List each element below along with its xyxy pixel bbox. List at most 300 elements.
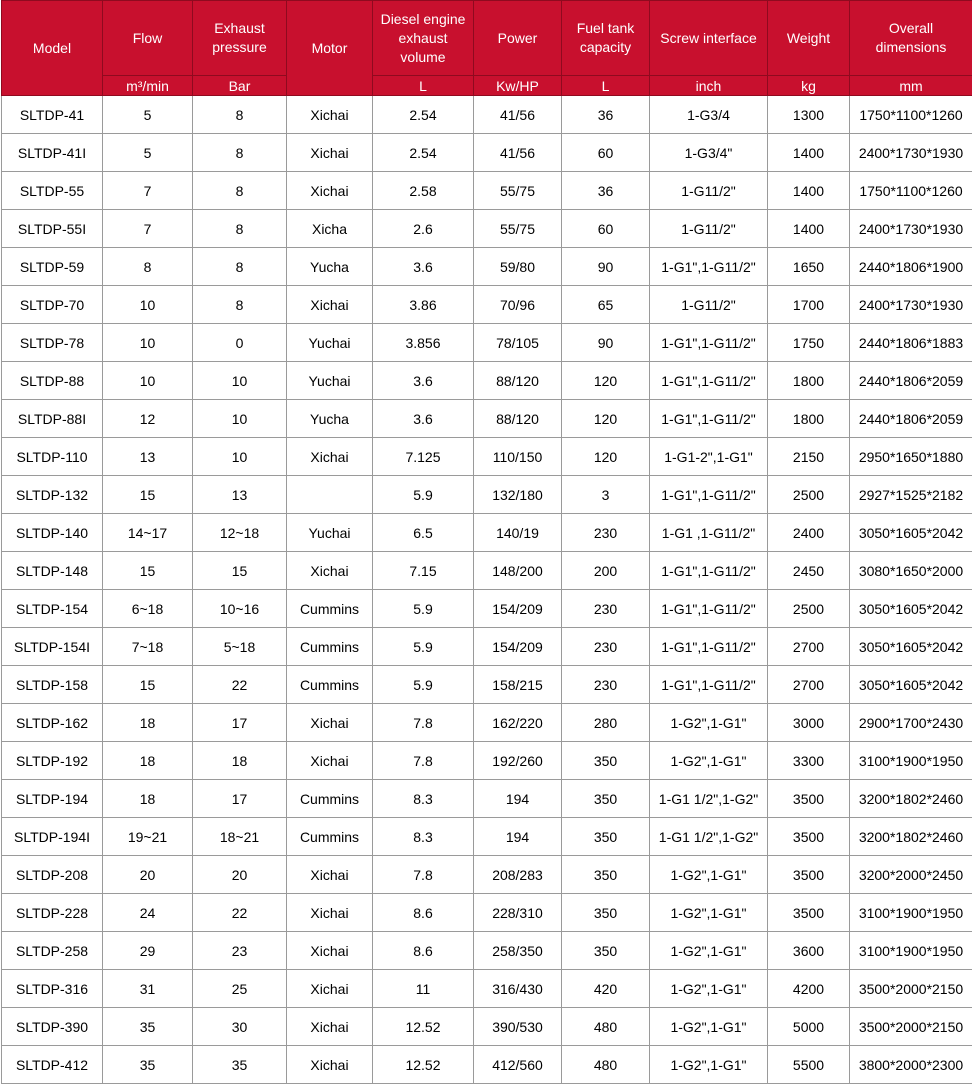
fuel-tank-cell: 230 <box>562 666 650 704</box>
motor-cell: Xichai <box>287 172 373 210</box>
screw-interface-cell: 1-G2",1-G1" <box>650 856 768 894</box>
dimensions-cell: 3050*1605*2042 <box>850 628 972 666</box>
diesel-volume-cell: 2.54 <box>373 134 474 172</box>
flow-cell: 13 <box>103 438 193 476</box>
exhaust-pressure-cell: 15 <box>193 552 287 590</box>
dimensions-cell: 3800*2000*2300 <box>850 1046 972 1084</box>
header-flow: Flow <box>103 1 193 76</box>
header-row <box>2 1 972 76</box>
screw-interface-cell: 1-G1-2",1-G1" <box>650 438 768 476</box>
screw-interface-cell: 1-G1 1/2",1-G2" <box>650 780 768 818</box>
fuel-tank-cell: 480 <box>562 1008 650 1046</box>
screw-interface-cell: 1-G2",1-G1" <box>650 1008 768 1046</box>
fuel-tank-cell: 3 <box>562 476 650 514</box>
flow-cell: 29 <box>103 932 193 970</box>
power-cell: 228/310 <box>474 894 562 932</box>
header-screw-interface: Screw interface <box>650 1 768 76</box>
model-cell: SLTDP-78 <box>2 324 103 362</box>
header-power: Power <box>474 1 562 76</box>
dimensions-cell: 2400*1730*1930 <box>850 286 972 324</box>
weight-cell: 4200 <box>768 970 850 1008</box>
table-row <box>2 742 972 780</box>
flow-cell: 6~18 <box>103 590 193 628</box>
dimensions-cell: 1750*1100*1260 <box>850 96 972 134</box>
screw-interface-cell: 1-G3/4" <box>650 134 768 172</box>
table-row <box>2 552 972 590</box>
model-cell: SLTDP-148 <box>2 552 103 590</box>
flow-cell: 18 <box>103 742 193 780</box>
dimensions-cell: 2400*1730*1930 <box>850 134 972 172</box>
dimensions-cell: 3200*2000*2450 <box>850 856 972 894</box>
exhaust-pressure-cell: 10~16 <box>193 590 287 628</box>
diesel-volume-cell: 3.856 <box>373 324 474 362</box>
screw-interface-cell: 1-G11/2" <box>650 210 768 248</box>
power-cell: 258/350 <box>474 932 562 970</box>
diesel-volume-cell: 2.58 <box>373 172 474 210</box>
exhaust-pressure-cell: 10 <box>193 438 287 476</box>
model-cell: SLTDP-55I <box>2 210 103 248</box>
unit-power: Kw/HP <box>474 76 562 96</box>
motor-cell: Cummins <box>287 666 373 704</box>
exhaust-pressure-cell: 23 <box>193 932 287 970</box>
power-cell: 154/209 <box>474 590 562 628</box>
dimensions-cell: 3200*1802*2460 <box>850 818 972 856</box>
fuel-tank-cell: 350 <box>562 894 650 932</box>
model-cell: SLTDP-194I <box>2 818 103 856</box>
diesel-volume-cell: 3.6 <box>373 400 474 438</box>
exhaust-pressure-cell: 8 <box>193 134 287 172</box>
header-fuel-tank: Fuel tank capacity <box>562 1 650 76</box>
flow-cell: 10 <box>103 362 193 400</box>
unit-flow: m³/min <box>103 76 193 96</box>
model-cell: SLTDP-41I <box>2 134 103 172</box>
motor-cell: Xichai <box>287 96 373 134</box>
exhaust-pressure-cell: 8 <box>193 286 287 324</box>
flow-cell: 7 <box>103 210 193 248</box>
diesel-volume-cell: 5.9 <box>373 666 474 704</box>
diesel-volume-cell: 8.3 <box>373 818 474 856</box>
weight-cell: 2700 <box>768 628 850 666</box>
weight-cell: 3500 <box>768 856 850 894</box>
model-cell: SLTDP-158 <box>2 666 103 704</box>
unit-row <box>2 76 972 96</box>
exhaust-pressure-cell: 17 <box>193 780 287 818</box>
weight-cell: 2500 <box>768 590 850 628</box>
exhaust-pressure-cell: 13 <box>193 476 287 514</box>
exhaust-pressure-cell: 8 <box>193 248 287 286</box>
weight-cell: 3300 <box>768 742 850 780</box>
exhaust-pressure-cell: 10 <box>193 362 287 400</box>
table-row <box>2 894 972 932</box>
exhaust-pressure-cell: 18 <box>193 742 287 780</box>
power-cell: 162/220 <box>474 704 562 742</box>
dimensions-cell: 2440*1806*1900 <box>850 248 972 286</box>
screw-interface-cell: 1-G2",1-G1" <box>650 932 768 970</box>
screw-interface-cell: 1-G1",1-G11/2" <box>650 400 768 438</box>
header-exhaust-pressure: Exhaust pressure <box>193 1 287 76</box>
power-cell: 194 <box>474 780 562 818</box>
motor-cell: Xicha <box>287 210 373 248</box>
exhaust-pressure-cell: 0 <box>193 324 287 362</box>
exhaust-pressure-cell: 5~18 <box>193 628 287 666</box>
screw-interface-cell: 1-G1",1-G11/2" <box>650 552 768 590</box>
power-cell: 194 <box>474 818 562 856</box>
header-diesel-volume: Diesel engine exhaust volume <box>373 1 474 76</box>
power-cell: 88/120 <box>474 400 562 438</box>
motor-cell: Xichai <box>287 1008 373 1046</box>
fuel-tank-cell: 120 <box>562 400 650 438</box>
weight-cell: 2500 <box>768 476 850 514</box>
screw-interface-cell: 1-G2",1-G1" <box>650 742 768 780</box>
power-cell: 158/215 <box>474 666 562 704</box>
screw-interface-cell: 1-G2",1-G1" <box>650 704 768 742</box>
motor-cell: Yucha <box>287 248 373 286</box>
motor-cell: Yucha <box>287 400 373 438</box>
flow-cell: 10 <box>103 324 193 362</box>
dimensions-cell: 1750*1100*1260 <box>850 172 972 210</box>
screw-interface-cell: 1-G2",1-G1" <box>650 970 768 1008</box>
unit-diesel-volume: L <box>373 76 474 96</box>
dimensions-cell: 3100*1900*1950 <box>850 742 972 780</box>
screw-interface-cell: 1-G1",1-G11/2" <box>650 362 768 400</box>
table-row <box>2 628 972 666</box>
fuel-tank-cell: 350 <box>562 818 650 856</box>
flow-cell: 5 <box>103 96 193 134</box>
power-cell: 110/150 <box>474 438 562 476</box>
diesel-volume-cell: 7.15 <box>373 552 474 590</box>
table-row <box>2 590 972 628</box>
model-cell: SLTDP-132 <box>2 476 103 514</box>
table-row <box>2 1046 972 1084</box>
dimensions-cell: 3100*1900*1950 <box>850 894 972 932</box>
screw-interface-cell: 1-G1",1-G11/2" <box>650 590 768 628</box>
table-row <box>2 210 972 248</box>
model-cell: SLTDP-110 <box>2 438 103 476</box>
weight-cell: 3500 <box>768 780 850 818</box>
model-cell: SLTDP-55 <box>2 172 103 210</box>
motor-cell: Cummins <box>287 818 373 856</box>
model-cell: SLTDP-88 <box>2 362 103 400</box>
dimensions-cell: 3050*1605*2042 <box>850 514 972 552</box>
fuel-tank-cell: 36 <box>562 172 650 210</box>
screw-interface-cell: 1-G11/2" <box>650 172 768 210</box>
flow-cell: 7~18 <box>103 628 193 666</box>
weight-cell: 1300 <box>768 96 850 134</box>
fuel-tank-cell: 90 <box>562 248 650 286</box>
table-row <box>2 324 972 362</box>
screw-interface-cell: 1-G1 ,1-G11/2" <box>650 514 768 552</box>
exhaust-pressure-cell: 20 <box>193 856 287 894</box>
weight-cell: 1400 <box>768 210 850 248</box>
dimensions-cell: 2900*1700*2430 <box>850 704 972 742</box>
dimensions-cell: 3500*2000*2150 <box>850 970 972 1008</box>
power-cell: 154/209 <box>474 628 562 666</box>
fuel-tank-cell: 230 <box>562 514 650 552</box>
table-row <box>2 780 972 818</box>
weight-cell: 3000 <box>768 704 850 742</box>
exhaust-pressure-cell: 35 <box>193 1046 287 1084</box>
table-row <box>2 970 972 1008</box>
dimensions-cell: 2950*1650*1880 <box>850 438 972 476</box>
motor-cell: Xichai <box>287 134 373 172</box>
power-cell: 70/96 <box>474 286 562 324</box>
table-row <box>2 704 972 742</box>
exhaust-pressure-cell: 22 <box>193 666 287 704</box>
fuel-tank-cell: 350 <box>562 856 650 894</box>
table-row <box>2 400 972 438</box>
power-cell: 390/530 <box>474 1008 562 1046</box>
fuel-tank-cell: 350 <box>562 742 650 780</box>
exhaust-pressure-cell: 18~21 <box>193 818 287 856</box>
table-row <box>2 96 972 134</box>
flow-cell: 24 <box>103 894 193 932</box>
diesel-volume-cell: 12.52 <box>373 1046 474 1084</box>
motor-cell: Cummins <box>287 628 373 666</box>
power-cell: 132/180 <box>474 476 562 514</box>
screw-interface-cell: 1-G2",1-G1" <box>650 894 768 932</box>
dimensions-cell: 2927*1525*2182 <box>850 476 972 514</box>
dimensions-cell: 2440*1806*2059 <box>850 362 972 400</box>
flow-cell: 18 <box>103 780 193 818</box>
model-cell: SLTDP-59 <box>2 248 103 286</box>
flow-cell: 35 <box>103 1046 193 1084</box>
flow-cell: 18 <box>103 704 193 742</box>
diesel-volume-cell: 7.8 <box>373 742 474 780</box>
table-row <box>2 438 972 476</box>
flow-cell: 15 <box>103 666 193 704</box>
flow-cell: 5 <box>103 134 193 172</box>
spec-table-body <box>2 96 972 1084</box>
header-model: Model <box>2 1 103 96</box>
dimensions-cell: 3080*1650*2000 <box>850 552 972 590</box>
screw-interface-cell: 1-G1",1-G11/2" <box>650 248 768 286</box>
exhaust-pressure-cell: 8 <box>193 96 287 134</box>
model-cell: SLTDP-390 <box>2 1008 103 1046</box>
flow-cell: 14~17 <box>103 514 193 552</box>
fuel-tank-cell: 200 <box>562 552 650 590</box>
exhaust-pressure-cell: 8 <box>193 172 287 210</box>
dimensions-cell: 3050*1605*2042 <box>850 666 972 704</box>
dimensions-cell: 2440*1806*1883 <box>850 324 972 362</box>
flow-cell: 20 <box>103 856 193 894</box>
power-cell: 140/19 <box>474 514 562 552</box>
header-motor: Motor <box>287 1 373 96</box>
diesel-volume-cell: 8.6 <box>373 932 474 970</box>
flow-cell: 31 <box>103 970 193 1008</box>
motor-cell: Xichai <box>287 552 373 590</box>
dimensions-cell: 3500*2000*2150 <box>850 1008 972 1046</box>
table-row <box>2 818 972 856</box>
fuel-tank-cell: 350 <box>562 780 650 818</box>
power-cell: 412/560 <box>474 1046 562 1084</box>
flow-cell: 12 <box>103 400 193 438</box>
model-cell: SLTDP-316 <box>2 970 103 1008</box>
model-cell: SLTDP-208 <box>2 856 103 894</box>
flow-cell: 35 <box>103 1008 193 1046</box>
diesel-volume-cell: 11 <box>373 970 474 1008</box>
header-dimensions: Overall dimensions <box>850 1 972 76</box>
model-cell: SLTDP-154 <box>2 590 103 628</box>
screw-interface-cell: 1-G1",1-G11/2" <box>650 476 768 514</box>
motor-cell: Cummins <box>287 780 373 818</box>
weight-cell: 1650 <box>768 248 850 286</box>
power-cell: 78/105 <box>474 324 562 362</box>
model-cell: SLTDP-258 <box>2 932 103 970</box>
table-row <box>2 248 972 286</box>
fuel-tank-cell: 36 <box>562 96 650 134</box>
model-cell: SLTDP-194 <box>2 780 103 818</box>
motor-cell: Xichai <box>287 286 373 324</box>
diesel-volume-cell: 7.8 <box>373 704 474 742</box>
exhaust-pressure-cell: 25 <box>193 970 287 1008</box>
screw-interface-cell: 1-G2",1-G1" <box>650 1046 768 1084</box>
motor-cell: Yuchai <box>287 362 373 400</box>
motor-cell: Yuchai <box>287 514 373 552</box>
table-row <box>2 172 972 210</box>
model-cell: SLTDP-192 <box>2 742 103 780</box>
unit-fuel-tank: L <box>562 76 650 96</box>
power-cell: 59/80 <box>474 248 562 286</box>
screw-interface-cell: 1-G1",1-G11/2" <box>650 628 768 666</box>
diesel-volume-cell: 12.52 <box>373 1008 474 1046</box>
unit-exhaust-pressure: Bar <box>193 76 287 96</box>
diesel-volume-cell: 2.6 <box>373 210 474 248</box>
motor-cell: Xichai <box>287 894 373 932</box>
unit-screw-interface: inch <box>650 76 768 96</box>
unit-dimensions: mm <box>850 76 972 96</box>
table-row <box>2 514 972 552</box>
weight-cell: 2400 <box>768 514 850 552</box>
power-cell: 55/75 <box>474 210 562 248</box>
weight-cell: 1750 <box>768 324 850 362</box>
fuel-tank-cell: 120 <box>562 438 650 476</box>
power-cell: 55/75 <box>474 172 562 210</box>
weight-cell: 1700 <box>768 286 850 324</box>
diesel-volume-cell: 8.6 <box>373 894 474 932</box>
motor-cell: Yuchai <box>287 324 373 362</box>
dimensions-cell: 3200*1802*2460 <box>850 780 972 818</box>
flow-cell: 8 <box>103 248 193 286</box>
fuel-tank-cell: 420 <box>562 970 650 1008</box>
power-cell: 192/260 <box>474 742 562 780</box>
flow-cell: 15 <box>103 552 193 590</box>
header-weight: Weight <box>768 1 850 76</box>
weight-cell: 2150 <box>768 438 850 476</box>
model-cell: SLTDP-412 <box>2 1046 103 1084</box>
table-row <box>2 362 972 400</box>
motor-cell: Xichai <box>287 970 373 1008</box>
fuel-tank-cell: 90 <box>562 324 650 362</box>
screw-interface-cell: 1-G1",1-G11/2" <box>650 666 768 704</box>
table-row <box>2 1008 972 1046</box>
exhaust-pressure-cell: 22 <box>193 894 287 932</box>
exhaust-pressure-cell: 12~18 <box>193 514 287 552</box>
motor-cell: Cummins <box>287 590 373 628</box>
weight-cell: 2700 <box>768 666 850 704</box>
diesel-volume-cell: 7.8 <box>373 856 474 894</box>
flow-cell: 7 <box>103 172 193 210</box>
model-cell: SLTDP-70 <box>2 286 103 324</box>
weight-cell: 1400 <box>768 134 850 172</box>
power-cell: 41/56 <box>474 134 562 172</box>
exhaust-pressure-cell: 17 <box>193 704 287 742</box>
power-cell: 208/283 <box>474 856 562 894</box>
screw-interface-cell: 1-G1 1/2",1-G2" <box>650 818 768 856</box>
flow-cell: 10 <box>103 286 193 324</box>
screw-interface-cell: 1-G3/4 <box>650 96 768 134</box>
diesel-volume-cell: 8.3 <box>373 780 474 818</box>
diesel-volume-cell: 3.6 <box>373 362 474 400</box>
exhaust-pressure-cell: 30 <box>193 1008 287 1046</box>
diesel-volume-cell: 5.9 <box>373 590 474 628</box>
dimensions-cell: 2400*1730*1930 <box>850 210 972 248</box>
fuel-tank-cell: 350 <box>562 932 650 970</box>
motor-cell <box>287 476 373 514</box>
weight-cell: 3600 <box>768 932 850 970</box>
power-cell: 41/56 <box>474 96 562 134</box>
diesel-volume-cell: 5.9 <box>373 628 474 666</box>
fuel-tank-cell: 230 <box>562 590 650 628</box>
motor-cell: Xichai <box>287 704 373 742</box>
model-cell: SLTDP-228 <box>2 894 103 932</box>
fuel-tank-cell: 60 <box>562 210 650 248</box>
dimensions-cell: 2440*1806*2059 <box>850 400 972 438</box>
table-row <box>2 134 972 172</box>
power-cell: 148/200 <box>474 552 562 590</box>
diesel-volume-cell: 5.9 <box>373 476 474 514</box>
fuel-tank-cell: 65 <box>562 286 650 324</box>
screw-interface-cell: 1-G11/2" <box>650 286 768 324</box>
exhaust-pressure-cell: 8 <box>193 210 287 248</box>
table-row <box>2 666 972 704</box>
fuel-tank-cell: 120 <box>562 362 650 400</box>
dimensions-cell: 3050*1605*2042 <box>850 590 972 628</box>
model-cell: SLTDP-162 <box>2 704 103 742</box>
table-row <box>2 286 972 324</box>
weight-cell: 5500 <box>768 1046 850 1084</box>
weight-cell: 1400 <box>768 172 850 210</box>
weight-cell: 2450 <box>768 552 850 590</box>
dimensions-cell: 3100*1900*1950 <box>850 932 972 970</box>
diesel-volume-cell: 2.54 <box>373 96 474 134</box>
model-cell: SLTDP-154I <box>2 628 103 666</box>
diesel-volume-cell: 3.86 <box>373 286 474 324</box>
power-cell: 316/430 <box>474 970 562 1008</box>
model-cell: SLTDP-41 <box>2 96 103 134</box>
table-row <box>2 476 972 514</box>
table-row <box>2 932 972 970</box>
spec-table <box>1 0 972 1084</box>
model-cell: SLTDP-88I <box>2 400 103 438</box>
diesel-volume-cell: 6.5 <box>373 514 474 552</box>
fuel-tank-cell: 480 <box>562 1046 650 1084</box>
fuel-tank-cell: 280 <box>562 704 650 742</box>
motor-cell: Xichai <box>287 742 373 780</box>
table-row <box>2 856 972 894</box>
fuel-tank-cell: 60 <box>562 134 650 172</box>
flow-cell: 19~21 <box>103 818 193 856</box>
weight-cell: 5000 <box>768 1008 850 1046</box>
exhaust-pressure-cell: 10 <box>193 400 287 438</box>
weight-cell: 3500 <box>768 818 850 856</box>
motor-cell: Xichai <box>287 856 373 894</box>
flow-cell: 15 <box>103 476 193 514</box>
motor-cell: Xichai <box>287 932 373 970</box>
weight-cell: 1800 <box>768 400 850 438</box>
unit-weight: kg <box>768 76 850 96</box>
power-cell: 88/120 <box>474 362 562 400</box>
fuel-tank-cell: 230 <box>562 628 650 666</box>
